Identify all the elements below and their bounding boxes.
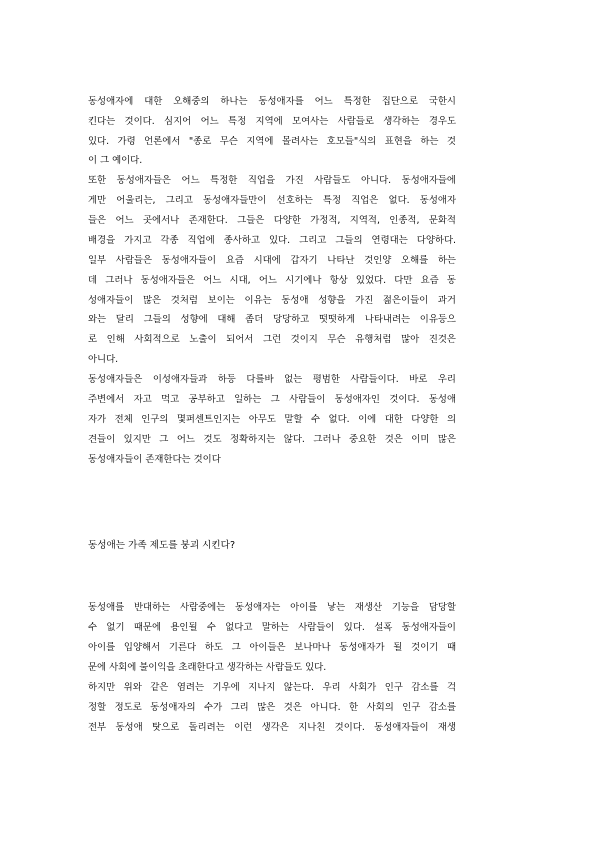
text-line: 정할 정도로 동성애자의 수가 그리 많은 것은 아니다. 한 사회의 인구 감소를 <box>88 702 456 713</box>
text-line: 이 그 예이다. <box>88 155 143 166</box>
text-line: 일부 사람들은 동성애자들이 요즘 시대에 갑자기 나타난 것인양 오해를 하는 <box>88 255 456 266</box>
text-line: 자가 전체 인구의 몇퍼센트인지는 아무도 말할 수 없다. 이에 대한 다양한 의 <box>88 414 456 425</box>
text-line: 와는 달리 그들의 성향에 대해 좀더 당당하고 떳떳하게 나타내려는 이유등으 <box>88 314 456 325</box>
text-line: 전부 동성애 탓으로 돌리려는 이런 생각은 지나친 것이다. 동성애자들이 재생 <box>88 722 456 733</box>
text-line: 있다. 가령 언론에서 "종로 무슨 지역에 몰려사는 호모들"식의 표현을 하는 것 <box>88 136 456 147</box>
text-line: 견들이 있지만 그 어느 것도 정확하지는 않다. 그러나 중요한 것은 이미 많은 <box>88 434 456 445</box>
text-line: 동성애자에 대한 오해중의 하나는 동성애자를 어느 특정한 집단으로 국한시 <box>88 96 456 107</box>
text-line: 문에 사회에 불이익을 초래한다고 생각하는 사람들도 있다. <box>88 662 327 673</box>
text-line: 로 인해 사회적으로 노출이 되어서 그런 것이지 무슨 유행처럼 많아 진것은 <box>88 334 456 345</box>
text-line: 배경을 가지고 각종 직업에 종사하고 있다. 그리고 그들의 연령대는 다양하다. <box>88 235 456 246</box>
section-heading: 동성애는 가족 제도를 붕괴 시킨다? <box>88 540 236 551</box>
text-line: 하지만 위와 같은 염려는 기우에 지나지 않는다. 우리 사회가 인구 감소를 걱 <box>88 682 456 693</box>
text-line: 동성애를 반대하는 사람중에는 동성애자는 아이를 낳는 재생산 기능을 담당할 <box>88 602 456 613</box>
text-line: 주변에서 자고 먹고 공부하고 일하는 그 사람들이 동성애자인 것이다. 동성애 <box>88 394 456 405</box>
text-line: 성애자들이 많은 것처럼 보이는 이유는 동성애 성향을 가진 젊은이들이 과거 <box>88 295 456 306</box>
text-line: 수 없기 때문에 용인될 수 없다고 말하는 사람들이 있다. 설혹 동성애자들이 <box>88 622 456 633</box>
text-line: 또한 동성애자들은 어느 특정한 직업을 가진 사람들도 아니다. 동성애자들에 <box>88 175 456 186</box>
text-line: 데 그러나 동성애자들은 어느 시대, 어느 시기에나 항상 있었다. 다만 요즘 동 <box>88 275 456 286</box>
text-line: 아니다. <box>88 354 119 365</box>
text-line: 동성애자들은 이성애자들과 하등 다를바 없는 평범한 사람들이다. 바로 우리 <box>88 374 456 385</box>
text-line: 게만 어울리는, 그리고 동성애자들만이 선호하는 특정 직업은 없다. 동성애자 <box>88 195 456 206</box>
text-line: 킨다는 것이다. 심지어 어느 특정 지역에 모여사는 사람들로 생각하는 경우도 <box>88 116 456 127</box>
text-line: 동성애자들이 존재한다는 것이다 <box>88 454 221 465</box>
text-line: 아이를 입양해서 기른다 하도 그 아이들은 보나마나 동성애자가 될 것이기 때 <box>88 642 456 653</box>
text-line: 들은 어느 곳에서나 존재한다. 그들은 다양한 가정적, 지역적, 인종적, 문화적 <box>88 215 456 226</box>
